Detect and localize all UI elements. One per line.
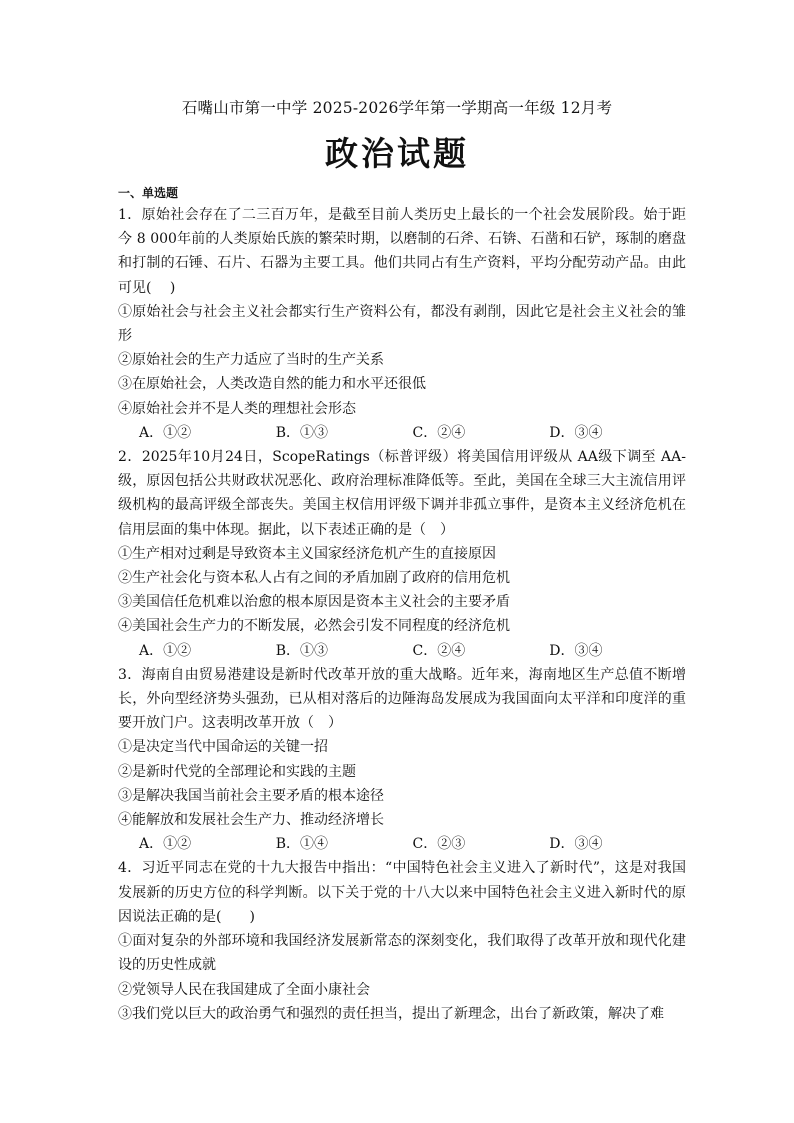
choice-a: A．①② [139,424,192,441]
question-option: ④原始社会并不是人类的理想社会形态 [118,400,356,417]
question-option: ③我们党以巨大的政治勇气和强烈的责任担当，提出了新理念，出台了新政策，解决了难 [118,1005,664,1022]
question-2 [118,445,686,663]
question-option: ④美国社会生产力的不断发展，必然会引发不同程度的经济危机 [118,618,510,635]
question-option: ②生产社会化与资本私人占有之间的矛盾加剧了政府的信用危机 [118,570,510,587]
question-option: ③在原始社会，人类改造自然的能力和水平还很低 [118,376,426,393]
section-heading: 一、单选题 [118,186,179,200]
question-4 [118,856,686,1025]
choice-b: B．①③ [275,642,329,659]
question-option: ②党领导人民在我国建成了全面小康社会 [118,981,370,998]
question-option: ②原始社会的生产力适应了当时的生产关系 [118,352,384,369]
question-stem: 2．2025年10月24日，ScopeRatings（标普评级）将美国信用评级从 AA级下调至 AA-级，原因包括公共财政状况恶化、政府治理标准降低等。至此，美国在全球三大主流信用评级机构的最高评级全部丧失。美国主权信用评级下调并非孤立事件，是资本主义经济危机在信用层面的集中体现。据此，以下表述正确的是（ ） [118,449,686,538]
question-stem: 1．原始社会存在了二三百万年，是截至目前人类历史上最长的一个社会发展阶段。始于距今 8 000年前的人类原始氏族的繁荣时期，以磨制的石斧、石锛、石凿和石铲，琢制的磨盘和打制的石锤、石片、石器为主要工具。他们共同占有生产资料，平均分配劳动产品。由此可见( ) [118,207,686,296]
question-option: ③是解决我国当前社会主要矛盾的根本途径 [118,787,384,804]
choice-c: C．②③ [412,836,466,853]
choice-a: A．①② [139,642,192,659]
choice-b: B．①③ [275,424,329,441]
choice-c: C．②④ [412,424,466,441]
answer-choices [118,421,686,445]
choice-c: C．②④ [412,642,466,659]
exam-title: 政治试题 [325,134,469,173]
question-option: ①原始社会与社会主义社会都实行生产资料公有，都没有剥削，因此它是社会主义社会的雏形 [118,303,686,345]
exam-subtitle: 石嘴山市第一中学 2025-2026学年第一学期高一年级 12月考 [181,99,613,117]
answer-choices [118,639,686,663]
choice-d: D．③④ [549,836,603,853]
question-stem: 4．习近平同志在党的十九大报告中指出：“中国特色社会主义进入了新时代”，这是对我国发展新的历史方位的科学判断。以下关于党的十八大以来中国特色社会主义进入新时代的原因说法正确的是( ) [118,860,686,925]
question-1 [118,203,686,445]
choice-a: A．①② [139,836,192,853]
question-option: ③美国信任危机难以治愈的根本原因是资本主义社会的主要矛盾 [118,594,510,611]
question-option: ④能解放和发展社会生产力、推动经济增长 [118,812,384,829]
question-3 [118,663,686,857]
question-stem: 3．海南自由贸易港建设是新时代改革开放的重大战略。近年来，海南地区生产总值不断增长，外向型经济势头强劲，已从相对落后的边陲海岛发展成为我国面向太平洋和印度洋的重要开放门户。这表明改革开放（ ） [118,666,686,732]
choice-d: D．③④ [549,424,603,441]
question-option: ①是决定当代中国命运的关键一招 [118,739,328,756]
choice-d: D．③④ [549,642,603,659]
answer-choices [118,832,686,856]
exam-content [118,183,686,1026]
choice-b: B．①④ [275,836,329,853]
question-option: ②是新时代党的全部理论和实践的主题 [118,763,356,780]
question-option: ①面对复杂的外部环境和我国经济发展新常态的深刻变化，我们取得了改革开放和现代化建设的历史性成就 [118,933,686,974]
question-option: ①生产相对过剩是导致资本主义国家经济危机产生的直接原因 [118,545,496,562]
